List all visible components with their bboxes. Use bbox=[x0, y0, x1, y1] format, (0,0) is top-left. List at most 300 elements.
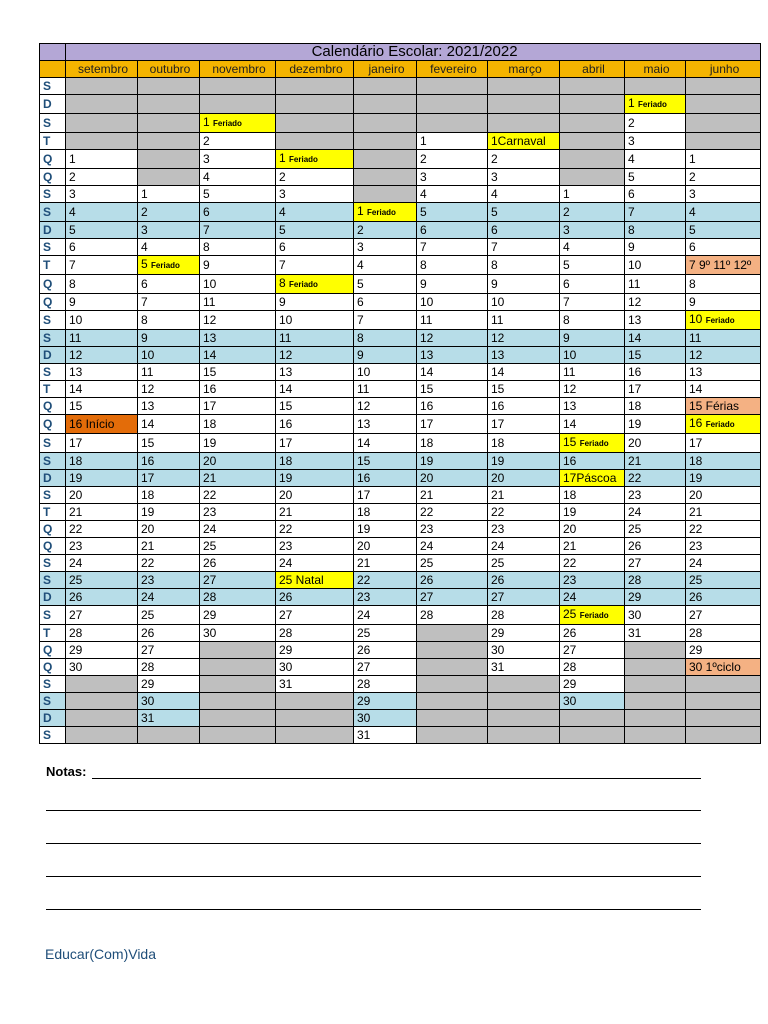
day-number: 27 bbox=[563, 643, 577, 657]
weekday-label: S bbox=[40, 78, 66, 95]
day-cell bbox=[560, 186, 625, 203]
day-row bbox=[40, 95, 761, 114]
day-number: 6 bbox=[141, 277, 148, 291]
day-number: 11 bbox=[357, 382, 370, 396]
weekday-label: S bbox=[40, 239, 66, 256]
holiday-cell bbox=[625, 95, 686, 114]
day-number: 28 bbox=[141, 660, 155, 674]
day-cell bbox=[200, 222, 276, 239]
day-cell bbox=[276, 347, 354, 364]
day-number: 30 bbox=[563, 694, 577, 708]
day-number: 29 bbox=[689, 643, 703, 657]
weekday-label: Q bbox=[40, 521, 66, 538]
day-number: 29 bbox=[628, 590, 642, 604]
day-number: 19 bbox=[563, 505, 577, 519]
day-cell bbox=[276, 676, 354, 693]
day-number: 6 bbox=[279, 240, 286, 254]
day-number: 8 bbox=[420, 258, 427, 272]
vacation-cell bbox=[686, 256, 761, 275]
day-row bbox=[40, 381, 761, 398]
day-row bbox=[40, 606, 761, 625]
day-number: 5 bbox=[420, 205, 427, 219]
day-number: 14 bbox=[563, 417, 577, 431]
day-row bbox=[40, 453, 761, 470]
day-number: 18 bbox=[563, 488, 577, 502]
day-cell bbox=[488, 311, 560, 330]
day-number: 27 bbox=[420, 590, 434, 604]
school-calendar-table bbox=[39, 43, 761, 744]
day-cell bbox=[625, 572, 686, 589]
empty-cell bbox=[354, 133, 417, 150]
day-cell bbox=[276, 330, 354, 347]
day-number: 3 bbox=[491, 170, 498, 184]
day-cell bbox=[138, 364, 200, 381]
day-cell bbox=[488, 294, 560, 311]
day-cell bbox=[417, 606, 488, 625]
empty-cell bbox=[417, 693, 488, 710]
day-number: 20 bbox=[279, 488, 293, 502]
day-cell bbox=[200, 294, 276, 311]
day-number: 30 bbox=[628, 608, 642, 622]
day-number: 2 bbox=[420, 152, 427, 166]
day-cell bbox=[354, 676, 417, 693]
day-row bbox=[40, 398, 761, 415]
day-number: 31 bbox=[279, 677, 293, 691]
empty-cell bbox=[276, 95, 354, 114]
day-number: 10 bbox=[203, 277, 217, 291]
day-number: 3 bbox=[357, 240, 364, 254]
day-number: 17 bbox=[69, 436, 83, 450]
day-cell bbox=[686, 572, 761, 589]
day-cell bbox=[625, 169, 686, 186]
day-number: 20 bbox=[69, 488, 83, 502]
day-cell bbox=[686, 625, 761, 642]
day-number: 11 bbox=[689, 331, 702, 345]
day-cell bbox=[138, 538, 200, 555]
day-cell bbox=[560, 222, 625, 239]
empty-cell bbox=[560, 133, 625, 150]
day-number: 8 bbox=[69, 277, 76, 291]
day-cell bbox=[560, 676, 625, 693]
day-number: 28 bbox=[628, 573, 642, 587]
day-cell bbox=[66, 381, 138, 398]
day-cell bbox=[625, 555, 686, 572]
day-cell bbox=[417, 381, 488, 398]
day-cell bbox=[276, 470, 354, 487]
day-cell bbox=[354, 470, 417, 487]
day-number: 4 bbox=[689, 205, 696, 219]
weekday-label: D bbox=[40, 710, 66, 727]
empty-cell bbox=[417, 114, 488, 133]
day-cell bbox=[560, 415, 625, 434]
holiday-cell bbox=[560, 434, 625, 453]
day-cell bbox=[276, 239, 354, 256]
day-cell bbox=[200, 381, 276, 398]
day-cell bbox=[417, 330, 488, 347]
day-number: 30 bbox=[69, 660, 83, 674]
weekday-label: D bbox=[40, 347, 66, 364]
day-number: 1 bbox=[203, 115, 210, 129]
weekday-label: S bbox=[40, 572, 66, 589]
day-cell bbox=[686, 434, 761, 453]
month-header: janeiro bbox=[354, 61, 417, 78]
day-number: 26 bbox=[203, 556, 217, 570]
day-number: 15 bbox=[141, 436, 155, 450]
footer-brand: Educar(Com)Vida bbox=[45, 946, 157, 962]
day-cell bbox=[560, 381, 625, 398]
day-number: 23 bbox=[689, 539, 703, 553]
weekday-label: S bbox=[40, 453, 66, 470]
day-cell bbox=[488, 275, 560, 294]
empty-cell bbox=[138, 95, 200, 114]
empty-cell bbox=[488, 95, 560, 114]
day-number: 19 bbox=[279, 471, 293, 485]
day-number: 13 bbox=[563, 399, 577, 413]
notes-line bbox=[46, 843, 701, 844]
day-cell bbox=[354, 347, 417, 364]
day-cell bbox=[686, 294, 761, 311]
day-cell bbox=[66, 222, 138, 239]
day-row bbox=[40, 311, 761, 330]
vacation-cell bbox=[686, 659, 761, 676]
empty-cell bbox=[560, 78, 625, 95]
weekday-label: D bbox=[40, 589, 66, 606]
empty-cell bbox=[488, 710, 560, 727]
day-number: 10 bbox=[69, 313, 83, 327]
empty-cell bbox=[625, 642, 686, 659]
weekday-label: S bbox=[40, 693, 66, 710]
day-number: 15 bbox=[203, 365, 217, 379]
day-number: 13 bbox=[491, 348, 505, 362]
day-number: 10 bbox=[420, 295, 434, 309]
empty-cell bbox=[625, 693, 686, 710]
day-number: 21 bbox=[689, 505, 703, 519]
day-number: 27 bbox=[69, 608, 83, 622]
day-number: 17 bbox=[203, 399, 217, 413]
day-number: 20 bbox=[491, 471, 505, 485]
day-cell bbox=[488, 364, 560, 381]
day-number: 18 bbox=[141, 488, 155, 502]
day-number: 13 bbox=[279, 365, 293, 379]
day-row bbox=[40, 364, 761, 381]
day-cell bbox=[417, 521, 488, 538]
day-number: 1 bbox=[141, 187, 148, 201]
day-number: 1 bbox=[628, 96, 635, 110]
day-number: 16 bbox=[563, 454, 577, 468]
weekday-label: T bbox=[40, 381, 66, 398]
day-cell bbox=[200, 203, 276, 222]
day-number: 11 bbox=[563, 365, 576, 379]
day-cell bbox=[66, 256, 138, 275]
empty-cell bbox=[354, 95, 417, 114]
day-cell bbox=[686, 589, 761, 606]
day-number: 26 bbox=[689, 590, 703, 604]
day-number: 17 bbox=[357, 488, 371, 502]
day-cell bbox=[138, 330, 200, 347]
weekday-label: Q bbox=[40, 642, 66, 659]
day-cell bbox=[138, 572, 200, 589]
day-cell bbox=[488, 521, 560, 538]
day-number: 30 bbox=[203, 626, 217, 640]
empty-cell bbox=[200, 78, 276, 95]
empty-cell bbox=[560, 114, 625, 133]
day-number: 18 bbox=[689, 454, 703, 468]
empty-cell bbox=[417, 727, 488, 744]
day-cell bbox=[66, 330, 138, 347]
day-number: 9 bbox=[279, 295, 286, 309]
day-number: 25 bbox=[628, 522, 642, 536]
day-number: 22 bbox=[628, 471, 642, 485]
day-number: 6 bbox=[491, 223, 498, 237]
day-number: 25 bbox=[563, 607, 577, 621]
day-number: 20 bbox=[420, 471, 434, 485]
day-cell bbox=[560, 625, 625, 642]
day-cell bbox=[625, 364, 686, 381]
day-number: 16 bbox=[628, 365, 642, 379]
day-cell bbox=[138, 659, 200, 676]
empty-cell bbox=[686, 727, 761, 744]
day-number: 5 bbox=[689, 223, 696, 237]
day-cell bbox=[560, 589, 625, 606]
day-cell bbox=[138, 294, 200, 311]
day-cell bbox=[625, 487, 686, 504]
day-number: 28 bbox=[69, 626, 83, 640]
empty-cell bbox=[686, 693, 761, 710]
day-cell bbox=[138, 381, 200, 398]
notes-line bbox=[46, 909, 701, 910]
day-cell bbox=[686, 381, 761, 398]
day-cell bbox=[354, 415, 417, 434]
day-cell bbox=[276, 606, 354, 625]
day-cell bbox=[276, 555, 354, 572]
day-row bbox=[40, 330, 761, 347]
day-cell bbox=[138, 710, 200, 727]
day-number: 28 bbox=[420, 608, 434, 622]
day-cell bbox=[276, 256, 354, 275]
day-number: 4 bbox=[628, 152, 635, 166]
day-number: 24 bbox=[69, 556, 83, 570]
day-cell bbox=[488, 642, 560, 659]
day-number: 15 bbox=[491, 382, 505, 396]
empty-cell bbox=[560, 150, 625, 169]
day-cell bbox=[686, 203, 761, 222]
day-cell bbox=[625, 589, 686, 606]
day-number: 14 bbox=[279, 382, 293, 396]
day-number: 27 bbox=[357, 660, 371, 674]
day-number: 26 bbox=[420, 573, 434, 587]
empty-cell bbox=[354, 186, 417, 203]
day-cell bbox=[354, 555, 417, 572]
empty-cell bbox=[417, 95, 488, 114]
day-number: 23 bbox=[491, 522, 505, 536]
day-row bbox=[40, 693, 761, 710]
day-number: 13 bbox=[628, 313, 642, 327]
weekday-label: Q bbox=[40, 275, 66, 294]
day-cell bbox=[488, 239, 560, 256]
day-cell bbox=[560, 398, 625, 415]
day-row bbox=[40, 504, 761, 521]
empty-cell bbox=[138, 114, 200, 133]
day-cell bbox=[417, 256, 488, 275]
day-number: 12 bbox=[420, 331, 434, 345]
day-cell bbox=[686, 330, 761, 347]
day-number: 18 bbox=[491, 436, 505, 450]
empty-cell bbox=[200, 676, 276, 693]
day-cell bbox=[276, 453, 354, 470]
month-header: abril bbox=[560, 61, 625, 78]
day-number: 29 bbox=[203, 608, 217, 622]
day-number: 25 bbox=[69, 573, 83, 587]
empty-cell bbox=[560, 95, 625, 114]
day-number: 2 bbox=[628, 116, 635, 130]
day-number: 9 bbox=[563, 331, 570, 345]
day-cell bbox=[625, 504, 686, 521]
day-number: 23 bbox=[69, 539, 83, 553]
day-cell bbox=[488, 186, 560, 203]
day-number: 25 bbox=[203, 539, 217, 553]
day-cell bbox=[686, 150, 761, 169]
day-cell bbox=[200, 555, 276, 572]
day-row bbox=[40, 114, 761, 133]
day-number: 8 bbox=[628, 223, 635, 237]
day-row bbox=[40, 625, 761, 642]
day-number: 3 bbox=[203, 152, 210, 166]
day-cell bbox=[560, 504, 625, 521]
day-row bbox=[40, 676, 761, 693]
day-number: 6 bbox=[689, 240, 696, 254]
day-cell bbox=[354, 659, 417, 676]
day-cell bbox=[276, 169, 354, 186]
day-cell bbox=[488, 555, 560, 572]
day-cell bbox=[66, 572, 138, 589]
day-cell bbox=[625, 186, 686, 203]
day-cell bbox=[354, 311, 417, 330]
day-number: 7 bbox=[357, 313, 364, 327]
day-cell bbox=[200, 133, 276, 150]
month-header: outubro bbox=[138, 61, 200, 78]
day-cell bbox=[200, 521, 276, 538]
day-number: 26 bbox=[357, 643, 371, 657]
day-number: 23 bbox=[420, 522, 434, 536]
day-number: 16 bbox=[357, 471, 371, 485]
day-cell bbox=[686, 347, 761, 364]
day-number: 17 bbox=[279, 436, 293, 450]
holiday-cell bbox=[560, 470, 625, 487]
day-cell bbox=[354, 275, 417, 294]
day-cell bbox=[354, 589, 417, 606]
day-cell bbox=[138, 415, 200, 434]
day-number: 11 bbox=[203, 295, 216, 309]
day-cell bbox=[625, 150, 686, 169]
day-number: 12 bbox=[69, 348, 83, 362]
day-number: 3 bbox=[563, 223, 570, 237]
empty-cell bbox=[488, 693, 560, 710]
day-row bbox=[40, 710, 761, 727]
empty-cell bbox=[200, 693, 276, 710]
empty-cell bbox=[200, 710, 276, 727]
calendar-title: Calendário Escolar: 2021/2022 bbox=[66, 44, 761, 61]
day-number: 29 bbox=[141, 677, 155, 691]
empty-cell bbox=[488, 676, 560, 693]
day-cell bbox=[354, 521, 417, 538]
day-number: 18 bbox=[279, 454, 293, 468]
day-cell bbox=[686, 470, 761, 487]
day-cell bbox=[138, 625, 200, 642]
day-number: 10 bbox=[279, 313, 293, 327]
day-cell bbox=[138, 521, 200, 538]
day-cell bbox=[417, 169, 488, 186]
day-cell bbox=[200, 625, 276, 642]
day-number: 5 bbox=[203, 187, 210, 201]
day-number: 20 bbox=[563, 522, 577, 536]
day-cell bbox=[625, 453, 686, 470]
day-cell bbox=[138, 434, 200, 453]
day-cell bbox=[417, 453, 488, 470]
empty-cell bbox=[354, 78, 417, 95]
day-cell bbox=[686, 504, 761, 521]
holiday-cell bbox=[276, 572, 354, 589]
weekday-label: S bbox=[40, 364, 66, 381]
day-cell bbox=[686, 186, 761, 203]
day-cell bbox=[138, 222, 200, 239]
day-row bbox=[40, 133, 761, 150]
day-number: 19 bbox=[420, 454, 434, 468]
day-number: 24 bbox=[628, 505, 642, 519]
day-cell bbox=[417, 239, 488, 256]
day-number: 21 bbox=[420, 488, 434, 502]
weekday-label: S bbox=[40, 311, 66, 330]
day-cell bbox=[686, 453, 761, 470]
empty-cell bbox=[417, 710, 488, 727]
day-number: 3 bbox=[69, 187, 76, 201]
empty-cell bbox=[686, 133, 761, 150]
day-cell bbox=[354, 487, 417, 504]
day-cell bbox=[66, 555, 138, 572]
day-row bbox=[40, 275, 761, 294]
vacation-cell bbox=[686, 398, 761, 415]
day-number: 3 bbox=[279, 187, 286, 201]
weekday-label: D bbox=[40, 222, 66, 239]
day-number: 22 bbox=[689, 522, 703, 536]
day-cell bbox=[417, 150, 488, 169]
day-number: 29 bbox=[563, 677, 577, 691]
day-number: 10 bbox=[491, 295, 505, 309]
day-cell bbox=[560, 256, 625, 275]
weekday-label: Q bbox=[40, 398, 66, 415]
day-number: 24 bbox=[141, 590, 155, 604]
day-row bbox=[40, 78, 761, 95]
day-cell bbox=[66, 275, 138, 294]
day-cell bbox=[354, 727, 417, 744]
day-number: 12 bbox=[357, 399, 371, 413]
day-number: 26 bbox=[279, 590, 293, 604]
empty-cell bbox=[276, 78, 354, 95]
day-number: 13 bbox=[69, 365, 83, 379]
day-cell bbox=[560, 659, 625, 676]
day-number: 5 bbox=[141, 257, 148, 271]
day-cell bbox=[200, 398, 276, 415]
day-number: 27 bbox=[689, 608, 703, 622]
day-cell bbox=[560, 538, 625, 555]
weekday-label: S bbox=[40, 203, 66, 222]
empty-cell bbox=[417, 659, 488, 676]
day-number: 11 bbox=[279, 331, 292, 345]
day-cell bbox=[200, 487, 276, 504]
day-cell bbox=[276, 625, 354, 642]
weekday-label: Q bbox=[40, 415, 66, 434]
day-number: 9 bbox=[69, 295, 76, 309]
day-number: 12 bbox=[491, 331, 505, 345]
